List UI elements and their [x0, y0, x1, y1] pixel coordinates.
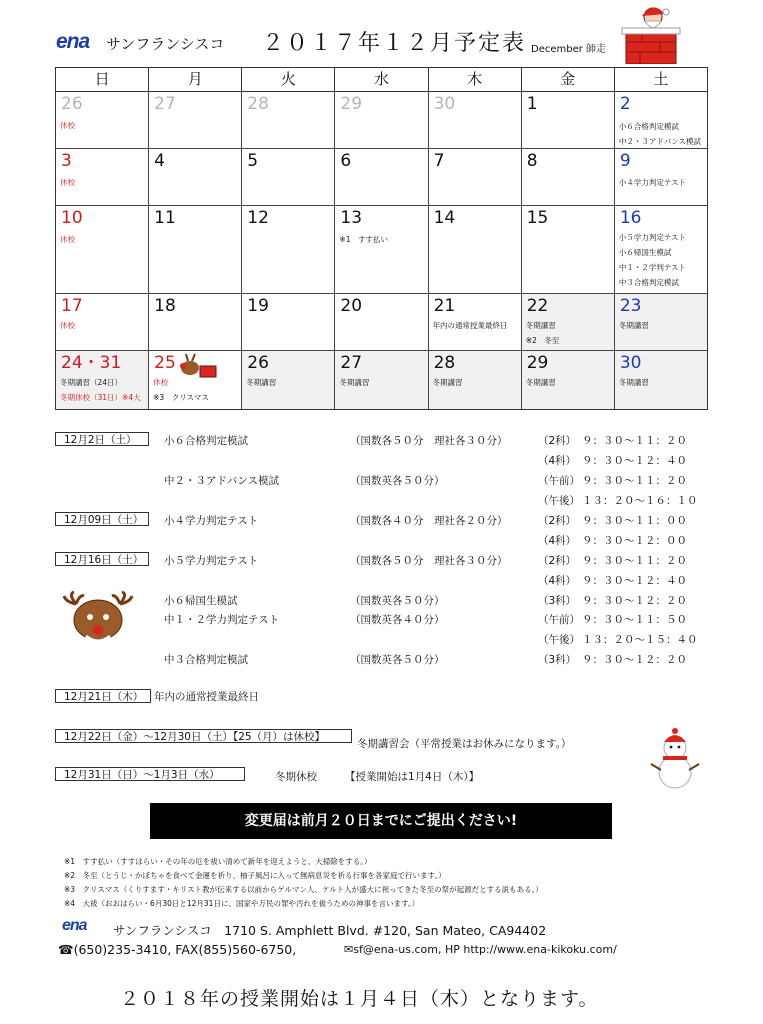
calendar-day	[615, 351, 707, 409]
calendar-day	[56, 149, 149, 205]
day-number: 27	[154, 94, 176, 114]
schedule-name: 小６帰国生模試	[164, 595, 238, 607]
calendar-day	[335, 149, 428, 205]
schedule-subj: （国数各５０分 理社各３０分）	[350, 555, 508, 567]
calendar-day	[615, 294, 707, 350]
calendar-day	[335, 206, 428, 293]
day-number: 8	[526, 151, 538, 171]
calendar-week	[56, 92, 707, 149]
day-number: 30	[619, 353, 642, 373]
calendar-day	[56, 294, 149, 350]
calendar-weekday-header	[56, 68, 707, 92]
day-number: 30	[433, 94, 456, 114]
day-note: 中１・２学判テスト	[618, 263, 687, 272]
day-note: 年内の通常授業最終日	[432, 321, 508, 330]
schedule-name: 小６合格判定模試	[164, 435, 248, 447]
reindeer-icon	[62, 590, 134, 650]
calendar-day	[335, 294, 428, 350]
day-note: ※3 クリスマス	[153, 393, 209, 402]
day-number: 24・31	[61, 353, 122, 373]
schedule-name: 中３合格判定模試	[164, 654, 248, 666]
day-note: 休校	[60, 178, 75, 187]
day-number: 4	[154, 151, 165, 171]
calendar-day	[242, 294, 335, 350]
day-number: 9	[619, 151, 631, 171]
day-note: 休校	[60, 321, 75, 330]
day-note: 休校	[60, 121, 75, 130]
schedule-time: ９：３０～１１：００	[582, 515, 687, 527]
date-box: 12月16日（土）	[55, 552, 149, 566]
schedule-name: 小４学力判定テスト	[164, 515, 259, 527]
schedule-time: ９：３０～１１：２０	[582, 475, 687, 487]
day-note: 小４学力判定テスト	[618, 178, 687, 187]
day-number: 29	[340, 94, 363, 114]
calendar-day	[56, 206, 149, 293]
calendar-day	[242, 206, 335, 293]
page-subtitle: December 師走	[531, 44, 607, 55]
day-number: 14	[433, 208, 456, 228]
date-box: 12月22日（金）～12月30日（土）【25（月）は休校】	[55, 729, 352, 743]
schedule-time: ９：３０～１１：５０	[582, 614, 687, 626]
page-title: ２０１７年１２月予定表	[262, 31, 527, 56]
day-number: 13	[340, 208, 363, 228]
schedule-time: １３：２０～１５：４０	[582, 634, 698, 646]
day-number: 12	[247, 208, 269, 228]
calendar-day	[149, 149, 242, 205]
schedule-name: 中２・３アドバンス模試	[164, 475, 279, 487]
reindeer-sleigh-icon	[177, 352, 219, 380]
day-number: 26	[247, 353, 269, 373]
schedule-subj: （国数各５０分 理社各３０分）	[350, 435, 508, 447]
day-note: 冬期講習	[525, 378, 556, 387]
day-note: ※1 すす払い	[339, 235, 389, 244]
schedule-subj: （国数英各５０分）	[350, 475, 445, 487]
calendar-day	[615, 206, 707, 293]
calendar-day	[149, 294, 242, 350]
winter-course-text: 冬期講習会（平常授業はお休みになります。）	[357, 738, 572, 750]
calendar	[55, 67, 708, 410]
last-day-text: 年内の通常授業最終日	[154, 691, 259, 703]
day-number: 20	[340, 296, 363, 316]
day-note: 休校	[153, 378, 169, 387]
calendar-day	[522, 92, 615, 148]
weekday-tue: 火	[242, 68, 335, 91]
calendar-day	[429, 294, 522, 350]
calendar-week	[56, 294, 707, 351]
day-number: 26	[61, 94, 83, 114]
calendar-day	[522, 351, 615, 409]
calendar-day	[56, 92, 149, 148]
calendar-day	[242, 92, 335, 148]
calendar-day	[615, 149, 707, 205]
schedule-kind: （午前）	[538, 475, 580, 487]
day-number: 18	[154, 296, 176, 316]
day-note: 冬期講習	[339, 378, 370, 387]
day-number: 1	[526, 94, 538, 114]
day-number: 28	[247, 94, 269, 114]
calendar-week	[56, 351, 707, 409]
schedule-time: ９：３０～１２：４０	[582, 575, 687, 587]
day-number: 25	[154, 353, 176, 373]
bottom-message: ２０１８年の授業開始は１月４日（木）となります。	[120, 988, 599, 1010]
footnote: ※4 大祓（おおはらい・6月30日と12月31日に、国家や万民の罪や汚れを祓うための神事を言います。）	[64, 899, 420, 908]
calendar-day	[429, 206, 522, 293]
date-box: 12月31日（日）～1月3日（水）	[55, 767, 245, 781]
branch-name: サンフランシスコ	[106, 35, 225, 53]
calendar-day	[335, 351, 428, 409]
footer-ena-logo: ena	[62, 917, 87, 934]
day-note: 小６帰国生模試	[618, 248, 672, 257]
schedule-subj: （国数各４０分 理社各２０分）	[350, 515, 508, 527]
calendar-day	[149, 351, 242, 409]
weekday-wed: 水	[335, 68, 428, 91]
day-number: 22	[526, 296, 549, 316]
day-note: 冬期講習	[246, 378, 277, 387]
footer-phone: ☎(650)235-3410, FAX(855)560-6750,	[58, 942, 297, 957]
schedule-subj: （国数英各５０分）	[350, 654, 445, 666]
calendar-day	[429, 92, 522, 148]
schedule-kind: （4科）	[538, 455, 577, 467]
schedule-kind: （4科）	[538, 535, 577, 547]
santa-chimney-icon	[620, 4, 682, 64]
calendar-day	[242, 351, 335, 409]
calendar-day	[615, 92, 707, 148]
day-note: 小５学力判定テスト	[618, 233, 687, 242]
ena-logo: ena	[56, 30, 90, 53]
schedule-kind: （4科）	[538, 575, 577, 587]
day-number: 5	[247, 151, 259, 171]
calendar-weeks	[56, 92, 707, 409]
day-note: 冬期講習（24日）	[60, 378, 123, 387]
schedule-time: ９：３０～１２：００	[582, 535, 687, 547]
weekday-sat: 土	[653, 70, 669, 88]
schedule-kind: （2科）	[538, 555, 577, 567]
date-box: 12月09日（土）	[55, 512, 149, 526]
schedule-time: ９：３０～１１：２０	[582, 435, 687, 447]
calendar-day	[522, 206, 615, 293]
day-number: 7	[433, 151, 445, 171]
day-number: 21	[433, 296, 456, 316]
calendar-week	[56, 206, 707, 294]
winter-break-text: 冬期休校	[275, 771, 317, 783]
schedule-subj: （国数英各４０分）	[350, 614, 445, 626]
footer-address: サンフランシスコ 1710 S. Amphlett Blvd. #120, San Mateo, CA94402	[113, 923, 547, 938]
day-number: 6	[340, 151, 352, 171]
calendar-day	[522, 149, 615, 205]
schedule-kind: （午後）	[538, 634, 580, 646]
schedule-kind: （午後）	[538, 495, 580, 507]
day-note: 冬期休校（31日）※4大	[60, 393, 141, 402]
footnote: ※2 冬至（とうじ・かぼちゃを食べて金運を祈り、柚子風呂に入って無病息災を祈る行事を各家庭で行います。）	[64, 871, 446, 880]
calendar-day	[522, 294, 615, 350]
day-number: 23	[619, 296, 642, 316]
date-box: 12月21日（木）	[55, 689, 151, 703]
calendar-day	[335, 92, 428, 148]
schedule-time: ９：３０～１２：２０	[582, 654, 687, 666]
day-note: 冬期講習	[432, 378, 463, 387]
weekday-sun: 日	[56, 68, 149, 91]
calendar-day	[149, 206, 242, 293]
day-number: 2	[619, 94, 631, 114]
schedule-name: 中１・２学力判定テスト	[164, 614, 280, 626]
schedule-kind: （午前）	[538, 614, 580, 626]
schedule-kind: （3科）	[538, 654, 577, 666]
day-number: 10	[61, 208, 83, 228]
day-number: 15	[526, 208, 549, 228]
day-note: ※2 冬至	[525, 336, 560, 345]
day-note: 冬期講習	[618, 378, 649, 387]
schedule-time: １３：２０～１６：１０	[582, 495, 698, 507]
weekday-fri: 金	[522, 68, 615, 91]
day-note: 休校	[60, 235, 75, 244]
schedule-kind: （2科）	[538, 515, 577, 527]
day-note: 小６合格判定模試	[618, 122, 679, 131]
schedule-name: 小５学力判定テスト	[164, 555, 259, 567]
day-note: 冬期講習	[618, 321, 649, 330]
schedule-time: ９：３０～１２：４０	[582, 455, 687, 467]
footer-email-link[interactable]: ✉sf@ena-us.com, HP http://www.ena-kikoku.com/	[344, 943, 617, 956]
schedule-time: ９：３０～１２：２０	[582, 595, 687, 607]
footnote: ※3 クリスマス（くりすます・キリスト教が伝来する以前からゲルマン人、ケルト人が盛大に祝ってきた冬至の祭が起源だとする説もある。）	[64, 885, 543, 894]
snowman-icon	[645, 728, 705, 790]
schedule-time: ９：３０～１１：２０	[582, 555, 687, 567]
day-note: 中３合格判定模試	[618, 278, 679, 287]
day-number: 16	[619, 208, 642, 228]
calendar-week	[56, 149, 707, 206]
calendar-day	[429, 351, 522, 409]
schedule-kind: （2科）	[538, 435, 577, 447]
calendar-day	[56, 351, 149, 409]
weekday-thu: 木	[429, 68, 522, 91]
date-box: 12月2日（土）	[55, 432, 149, 446]
day-number: 28	[433, 353, 456, 373]
restart-text: 【授業開始は1月4日（木）】	[345, 771, 480, 783]
day-number: 17	[61, 296, 83, 316]
weekday-mon: 月	[149, 68, 242, 91]
schedule-kind: （3科）	[538, 595, 577, 607]
day-number: 3	[61, 151, 72, 171]
footnote: ※1 すす払い（すすはらい・その年の厄を祓い清めて新年を迎えようと、大掃除をする。）	[64, 857, 372, 866]
calendar-day	[242, 149, 335, 205]
day-number: 19	[247, 296, 269, 316]
day-number: 27	[340, 353, 363, 373]
day-note: 中２・３アドバンス模試	[618, 137, 701, 146]
day-note: 冬期講習	[525, 321, 556, 330]
calendar-day	[429, 149, 522, 205]
schedule-subj: （国数英各５０分）	[350, 595, 445, 607]
day-number: 29	[526, 353, 549, 373]
calendar-day	[149, 92, 242, 148]
day-number: 11	[154, 208, 176, 228]
deadline-banner: 変更届は前月２０日までにご提出ください!	[150, 803, 612, 839]
